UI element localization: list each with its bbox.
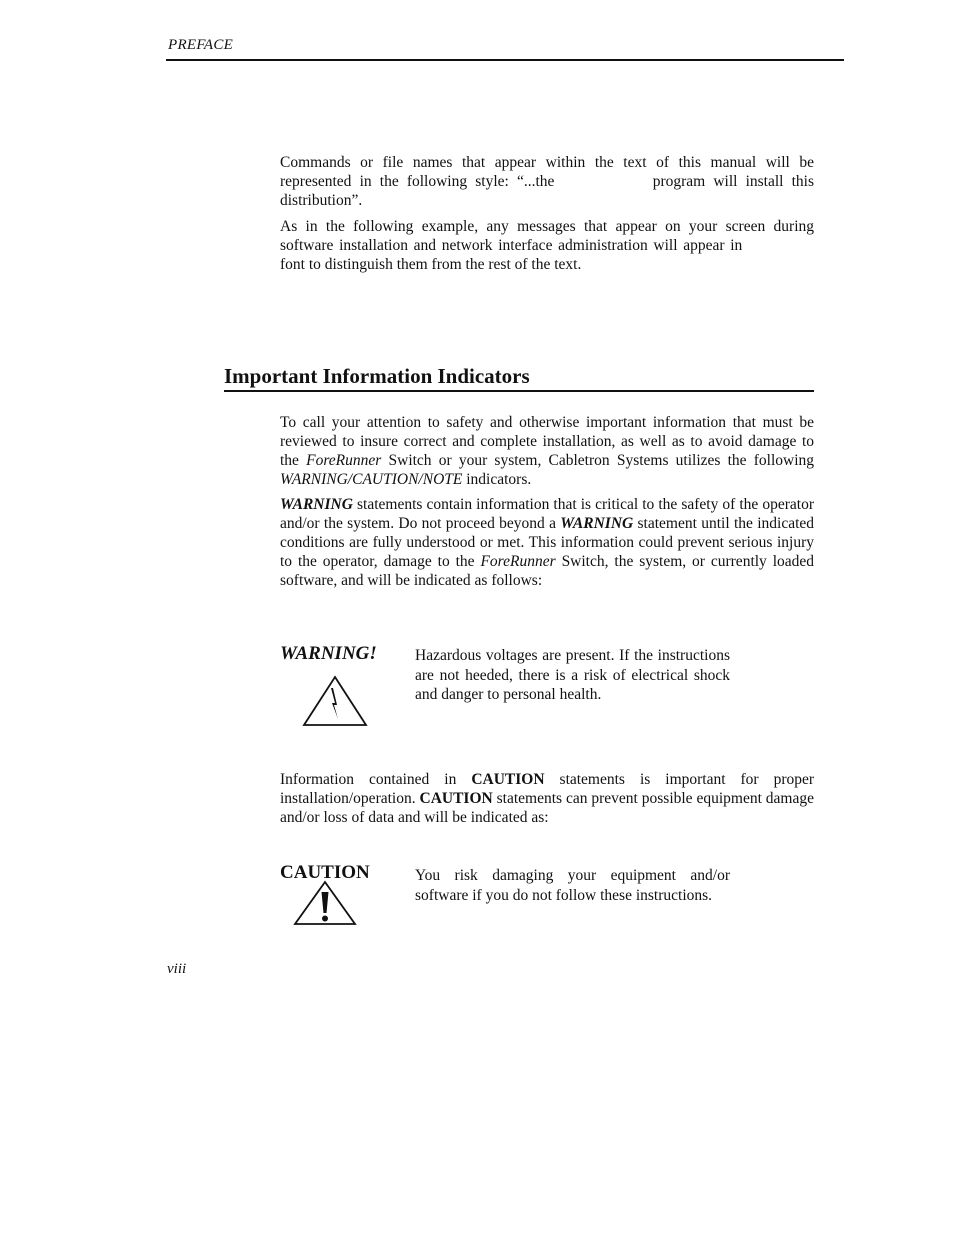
indicators-intro-paragraph — [280, 413, 814, 489]
warning-term: WARNING — [560, 515, 634, 532]
page-number: viii — [167, 961, 187, 977]
p4-text-a: statements contain information that is critical to the safety of the operator and/or the system. Do not proceed beyond a — [280, 496, 814, 532]
caution-text: You risk damaging your equipment and/or software if you do not follow these instructions. — [415, 867, 730, 904]
indicator-list: WARNING/CAUTION/NOTE — [280, 471, 463, 488]
warning-description-paragraph — [280, 495, 814, 590]
caution-term: CAUTION — [471, 771, 545, 788]
caution-description-paragraph — [280, 770, 814, 827]
high-voltage-warning-icon — [302, 675, 368, 732]
section-heading: Important Information Indicators — [224, 364, 530, 388]
exclamation-triangle-icon — [293, 880, 357, 931]
intro-p2-head: As in the following example, any messages that appear on your screen during software installation and network interface administration will appear in — [280, 218, 814, 254]
p4-text-b: statement until the indicated conditions are fully understood or met. This information could prevent serious injury to the operator, damage to the — [280, 515, 815, 570]
p5-text-a: Information contained in — [280, 771, 457, 788]
p4-text-c: Switch, the system, or currently loaded software, and will be indicated as follows: — [280, 553, 815, 589]
warning-text: Hazardous voltages are present. If the instructions are not heeded, there is a risk of electrical shock and danger to personal health. — [415, 647, 730, 703]
running-header: PREFACE — [168, 37, 234, 53]
p3-text-c: indicators. — [466, 471, 532, 488]
intro-p1-tail: program will install this distribution”. — [280, 173, 815, 209]
intro-p2-tail: font to distinguish them from the rest of the text. — [280, 256, 582, 273]
product-name: ForeRunner — [306, 452, 382, 469]
intro-p1-text: Commands or file names that appear within the text of this manual will be represented in the following style: “...the — [280, 154, 814, 190]
p5-text-c: statements can prevent possible equipment damage and/or loss of data and will be indicated as: — [280, 790, 814, 826]
p3-text-a: To call your attention to safety and otherwise important information that must be reviewed to insure correct and complete installation, as well as to avoid damage to the — [280, 414, 814, 469]
p3-text-b: Switch or your system, Cabletron Systems utilizes the following — [388, 452, 815, 469]
product-name: ForeRunner — [480, 553, 556, 570]
header-rule — [166, 59, 844, 61]
warning-label: WARNING! — [280, 643, 377, 664]
intro-paragraph-commands — [280, 153, 814, 210]
caution-term: CAUTION — [419, 790, 493, 807]
section-heading-rule — [224, 390, 814, 392]
caution-label: CAUTION — [280, 862, 370, 883]
p5-text-b: statements is important for proper installation/operation. — [280, 771, 815, 807]
intro-paragraph-messages — [280, 217, 814, 274]
warning-term: WARNING — [280, 496, 353, 513]
